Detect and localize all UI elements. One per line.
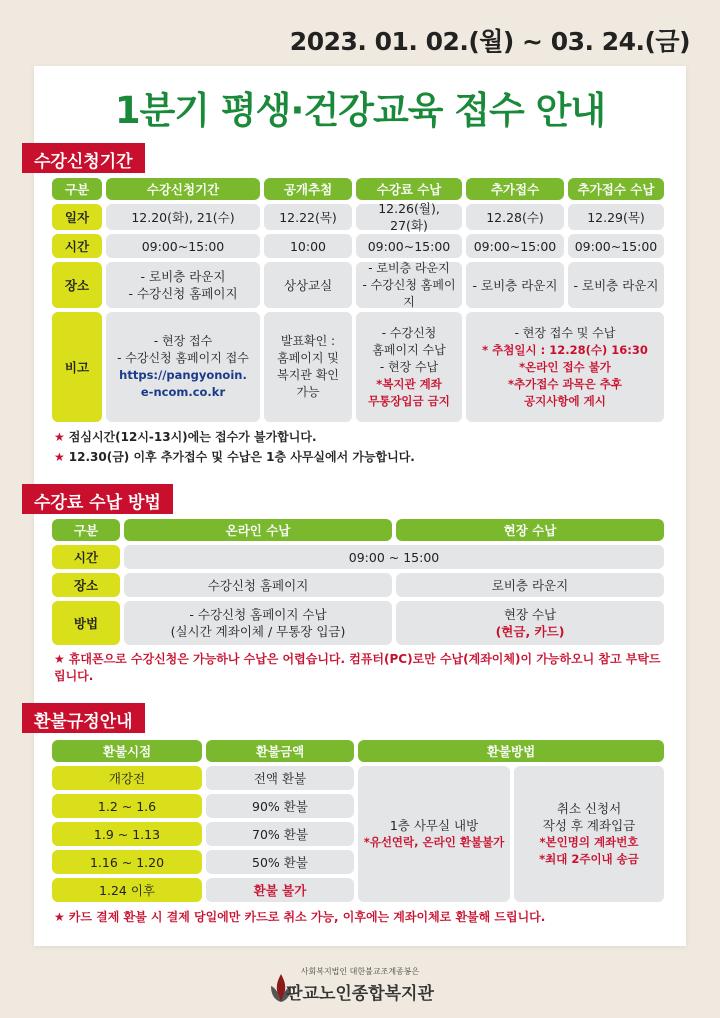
reg-note-period: [106, 312, 260, 422]
reg-header-lottery: 공개추첨: [264, 178, 352, 200]
refund-header-amount: 환불금액: [206, 740, 354, 762]
reg-time-lottery: 10:00: [264, 234, 352, 258]
section-heading-payment: 수강료 수납 방법: [22, 484, 173, 514]
refund-when-row-4: 1.16 ~ 1.20: [52, 850, 202, 874]
pay-onsite-method-detail: (현금, 카드): [495, 624, 565, 639]
reg-label-date: 일자: [52, 204, 102, 230]
reg-label-time: 시간: [52, 234, 102, 258]
reg-note-fee: [356, 312, 462, 422]
reg-note-fee-text: - 수강신청 홈페이지 수납 - 현장 수납: [372, 325, 446, 374]
reg-place-period: - 로비층 라운지 - 수강신청 홈페이지: [106, 262, 260, 308]
refund-method-transfer-warning: *본인명의 계좌번호 *최대 2주이내 송금: [539, 835, 639, 866]
refund-method-office-text: 1층 사무실 내방: [389, 818, 479, 833]
reg-header-category: 구분: [52, 178, 102, 200]
footer: [0, 966, 720, 1004]
refund-when-row-5: 1.24 이후: [52, 878, 202, 902]
section-heading-registration: 수강신청기간: [22, 143, 145, 173]
reg-date-additional: 12.28(수): [466, 204, 564, 230]
pay-header-online: 온라인 수납: [124, 519, 392, 541]
refund-method-office: [358, 766, 510, 902]
refund-amount-row-4: 50% 환불: [206, 850, 354, 874]
reg-date-period: 12.20(화), 21(수): [106, 204, 260, 230]
refund-header-when: 환불시점: [52, 740, 202, 762]
star-icon: ★: [54, 450, 65, 464]
pay-time: 09:00 ~ 15:00: [124, 545, 664, 569]
refund-method-transfer: [514, 766, 664, 902]
reg-note-fee-warning: *복지관 계좌 무통장입금 금지: [368, 376, 450, 408]
pay-onsite-method: [396, 601, 664, 645]
refund-amount-row-5: 환불 불가: [206, 878, 354, 902]
reg-header-period: 수강신청기간: [106, 178, 260, 200]
pay-online-method: - 수강신청 홈페이지 수납 (실시간 계좌이체 / 무통장 입금): [124, 601, 392, 645]
pay-label-method: 방법: [52, 601, 120, 645]
registration-url-link[interactable]: https://pangyonoin. e-ncom.co.kr: [119, 368, 247, 399]
refund-header-method: 환불방법: [358, 740, 664, 762]
reg-note-period-text: - 현장 접수 - 수강신청 홈페이지 접수: [117, 334, 249, 365]
reg-note-additional: [466, 312, 664, 422]
pay-onsite-place: 로비층 라운지: [396, 573, 664, 597]
pay-online-place: 수강신청 홈페이지: [124, 573, 392, 597]
star-icon: ★: [54, 652, 65, 666]
reg-label-note: 비고: [52, 312, 102, 422]
pay-label-time: 시간: [52, 545, 120, 569]
refund-when-row-2: 1.2 ~ 1.6: [52, 794, 202, 818]
section-heading-refund: 환불규정안내: [22, 703, 145, 733]
refund-amount-row-1: 전액 환불: [206, 766, 354, 790]
pay-label-place: 장소: [52, 573, 120, 597]
refund-amount-row-2: 90% 환불: [206, 794, 354, 818]
reg-date-fee: 12.26(월), 27(화): [356, 204, 462, 230]
pay-footnote-text: 휴대폰으로 수강신청은 가능하나 수납은 어렵습니다. 컴퓨터(PC)로만 수납(계좌이체)이 가능하오니 참고 부탁드립니다.: [54, 652, 661, 683]
reg-footnote-2-text: 12.30(금) 이후 추가접수 및 수납은 1층 사무실에서 가능합니다.: [68, 450, 415, 464]
reg-header-fee: 수강료 수납: [356, 178, 462, 200]
date-range: 2023. 01. 02.(월) ~ 03. 24.(금): [289, 27, 690, 56]
reg-place-additional-fee: - 로비층 라운지: [568, 262, 664, 308]
reg-label-place: 장소: [52, 262, 102, 308]
pay-header-category: 구분: [52, 519, 120, 541]
reg-note-additional-warning: * 추첨일시 : 12.28(수) 16:30 *온라인 접수 불가 *추가접수 과목은 추후 공지사항에 게시: [482, 342, 648, 408]
refund-method-transfer-text: 취소 신청서 작성 후 계좌입금: [542, 801, 636, 833]
refund-footnote: [54, 909, 674, 926]
reg-time-period: 09:00~15:00: [106, 234, 260, 258]
reg-time-additional: 09:00~15:00: [466, 234, 564, 258]
refund-when-row-3: 1.9 ~ 1.13: [52, 822, 202, 846]
reg-note-additional-text: - 현장 접수 및 수납: [514, 325, 616, 340]
pay-header-onsite: 현장 수납: [396, 519, 664, 541]
reg-date-lottery: 12.22(목): [264, 204, 352, 230]
reg-place-additional: - 로비층 라운지: [466, 262, 564, 308]
refund-method-office-warning: *유선연락, 온라인 환불불가: [363, 835, 505, 849]
reg-header-additional-fee: 추가접수 수납: [568, 178, 664, 200]
pay-footnote: [54, 651, 664, 685]
reg-note-lottery: 발표확인 : 홈페이지 및 복지관 확인 가능: [264, 312, 352, 422]
footer-organization: 사회복지법인 대한불교조계종봉은: [300, 967, 420, 976]
reg-place-lottery: 상상교실: [264, 262, 352, 308]
pay-onsite-method-text: 현장 수납: [503, 607, 557, 622]
reg-footnote-1-text: 점심시간(12시-13시)에는 접수가 불가합니다.: [68, 430, 317, 444]
reg-date-additional-fee: 12.29(목): [568, 204, 664, 230]
refund-amount-row-3: 70% 환불: [206, 822, 354, 846]
reg-header-additional: 추가접수: [466, 178, 564, 200]
star-icon: ★: [54, 430, 65, 444]
refund-when-row-1: 개강전: [52, 766, 202, 790]
reg-footnote-2: [54, 449, 415, 466]
reg-footnote-1: [54, 429, 317, 446]
star-icon: ★: [54, 910, 65, 924]
footer-center-name: 판교노인종합복지관: [286, 984, 434, 1004]
refund-footnote-text: 카드 결제 환불 시 결제 당일에만 카드로 취소 가능, 이후에는 계좌이체로 환불해 드립니다.: [68, 910, 546, 924]
reg-time-additional-fee: 09:00~15:00: [568, 234, 664, 258]
reg-time-fee: 09:00~15:00: [356, 234, 462, 258]
page-title: 1분기 평생·건강교육 접수 안내: [114, 89, 606, 132]
reg-place-fee: - 로비층 라운지 - 수강신청 홈페이지: [356, 262, 462, 308]
